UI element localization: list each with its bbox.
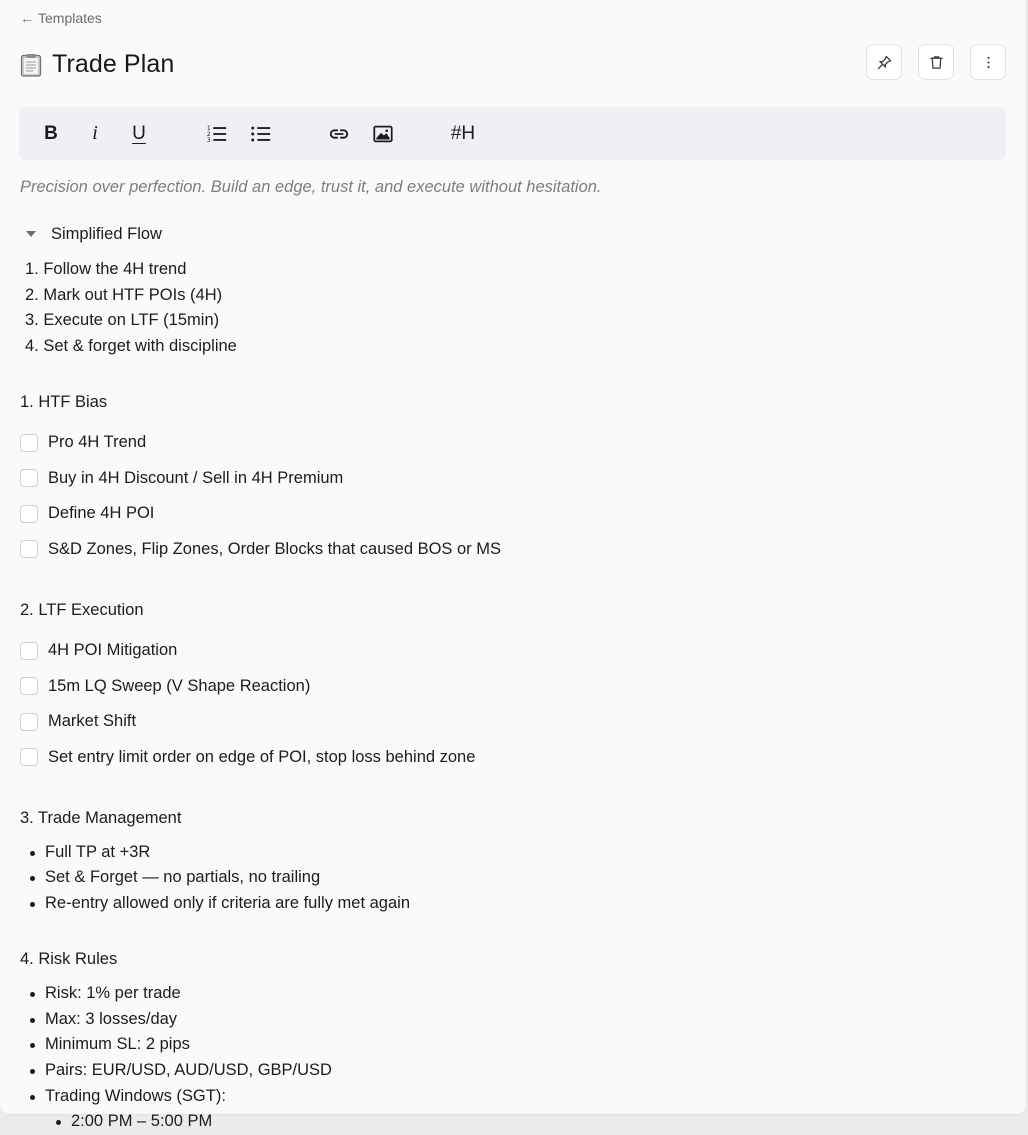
delete-button[interactable] (918, 44, 954, 80)
checklist-item (20, 496, 1000, 532)
numbered-list-button[interactable] (205, 107, 229, 160)
risk-rules-list (20, 981, 1000, 1135)
list-item: Risk: 1% per trade (20, 981, 1000, 1007)
note-header (20, 50, 174, 79)
checklist-label: Set entry limit order on edge of POI, stop loss behind zone (48, 747, 476, 766)
list-item: 2. Mark out HTF POIs (4H) (25, 285, 223, 304)
list-item: Pairs: EUR/USD, AUD/USD, GBP/USD (20, 1058, 1000, 1084)
pin-icon (876, 54, 893, 71)
checkbox[interactable] (20, 713, 38, 731)
image-icon (372, 123, 394, 145)
image-button[interactable] (371, 107, 395, 160)
checkbox[interactable] (20, 642, 38, 660)
bullet-list-button[interactable] (249, 107, 273, 160)
list-item: 3. Execute on LTF (15min) (25, 311, 220, 330)
checklist-label: Pro 4H Trend (48, 433, 147, 451)
simplified-flow-toggle[interactable] (26, 222, 1000, 246)
checklist-item (20, 460, 1000, 496)
trash-icon (928, 54, 945, 71)
checkbox[interactable] (20, 540, 38, 558)
checklist-item (20, 668, 1000, 704)
ltf-checklist (20, 633, 1000, 775)
note-body (20, 222, 1000, 1135)
nested-list-item: 2:00 PM – 5:00 PM (20, 1109, 1000, 1135)
list-item: 1. Follow the 4H trend (25, 260, 187, 278)
italic-button[interactable]: i (92, 122, 98, 144)
checklist-label: Market Shift (48, 712, 137, 730)
htf-checklist (20, 425, 1000, 567)
breadcrumb-label: Templates (38, 10, 102, 26)
checklist-label: Define 4H POI (48, 504, 155, 522)
checkbox[interactable] (20, 505, 38, 523)
checkbox[interactable] (20, 748, 38, 766)
more-vertical-icon (980, 54, 997, 71)
checklist-item (20, 739, 1000, 775)
link-icon (328, 123, 350, 145)
bullet-list-icon (250, 123, 272, 145)
note-tagline[interactable]: Precision over perfection. Build an edge, trust it, and execute without hesitation. (20, 178, 602, 196)
checklist-item (20, 531, 1000, 567)
list-item: 4. Set & forget with discipline (25, 337, 237, 356)
checklist-label: S&D Zones, Flip Zones, Order Blocks that caused BOS or MS (48, 539, 502, 558)
list-item: Full TP at +3R (20, 840, 1000, 866)
header-actions (866, 44, 1006, 80)
list-item: Minimum SL: 2 pips (20, 1032, 1000, 1058)
section-heading-risk-rules: 4. Risk Rules (20, 949, 118, 968)
bold-button[interactable]: B (44, 122, 58, 144)
section-heading-trade-management: 3. Trade Management (20, 808, 182, 827)
list-item: Trading Windows (SGT): (20, 1084, 1000, 1110)
checklist-item (20, 425, 1000, 461)
checklist-item (20, 633, 1000, 669)
checklist-label: 4H POI Mitigation (48, 641, 178, 659)
list-item: Set & Forget — no partials, no trailing (20, 865, 1000, 891)
link-button[interactable] (327, 107, 351, 160)
checkbox[interactable] (20, 434, 38, 452)
formatting-toolbar (19, 107, 1006, 160)
numbered-list-icon (206, 123, 228, 145)
svg-text:1: 1 (206, 124, 211, 132)
svg-text:2: 2 (206, 130, 211, 138)
more-options-button[interactable] (970, 44, 1006, 80)
arrow-left-icon: ← (20, 10, 34, 26)
page-title[interactable]: Trade Plan (52, 50, 175, 78)
list-item: Re-entry allowed only if criteria are fully met again (20, 891, 1000, 917)
checklist-label: 15m LQ Sweep (V Shape Reaction) (48, 676, 311, 695)
underline-button[interactable]: U (132, 122, 146, 144)
trade-management-list (20, 840, 1000, 917)
checklist-label: Buy in 4H Discount / Sell in 4H Premium (48, 468, 344, 487)
svg-text:3: 3 (206, 136, 211, 144)
section-heading-htf-bias: 1. HTF Bias (20, 392, 108, 411)
checklist-item (20, 704, 1000, 740)
checkbox[interactable] (20, 469, 38, 487)
flow-list (25, 257, 1000, 360)
pin-button[interactable] (866, 44, 902, 80)
back-to-templates-link[interactable] (20, 10, 102, 26)
caret-down-icon (26, 231, 36, 237)
section-heading-ltf-execution: 2. LTF Execution (20, 600, 144, 619)
clipboard-icon (20, 53, 42, 77)
heading-button[interactable]: #H (450, 122, 476, 144)
list-item: Max: 3 losses/day (20, 1007, 1000, 1033)
toggle-label: Simplified Flow (51, 224, 162, 243)
checkbox[interactable] (20, 677, 38, 695)
